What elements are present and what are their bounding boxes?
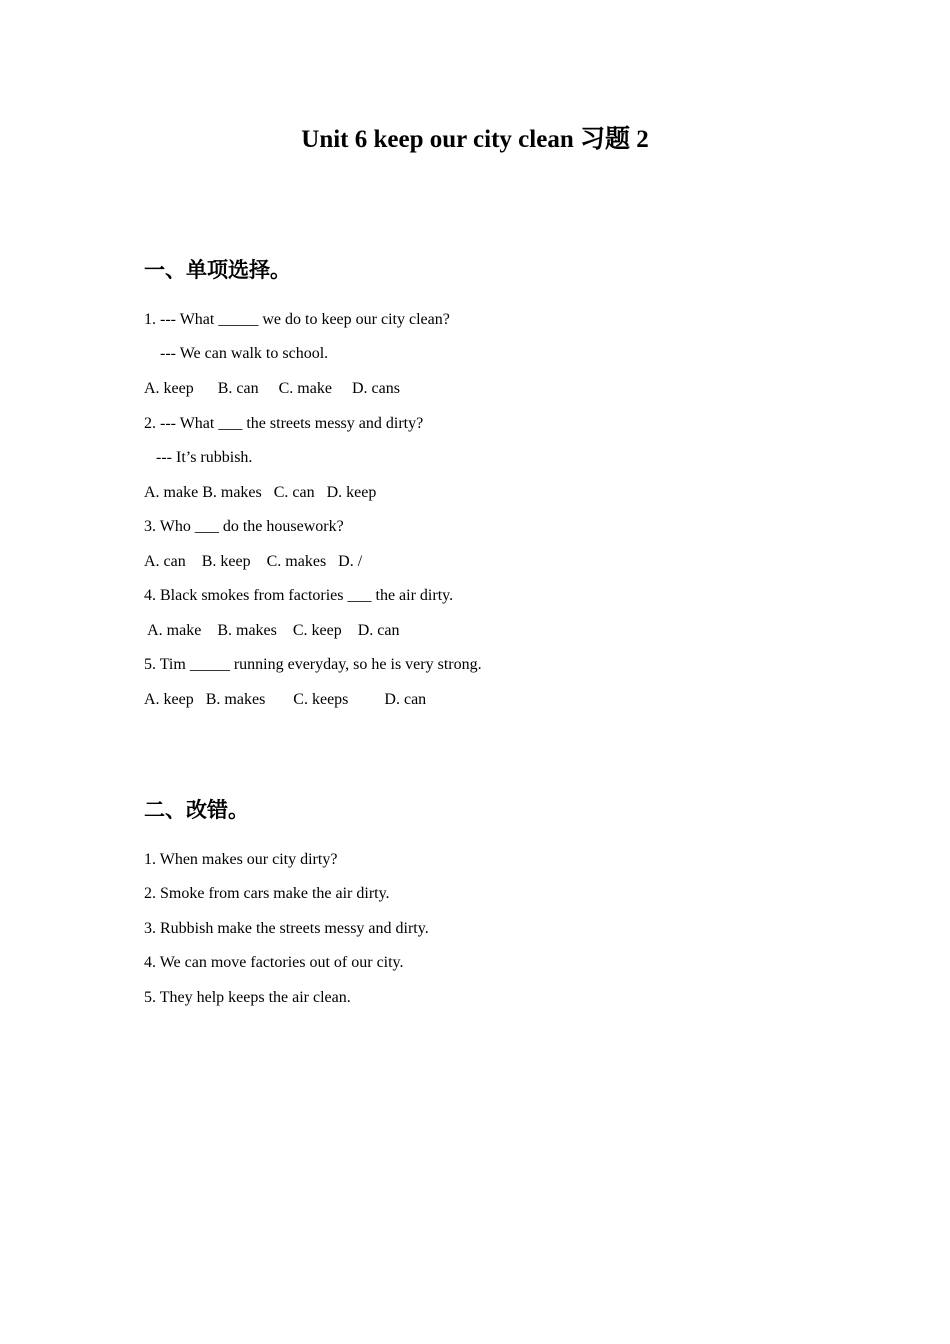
question-line: 1. --- What _____ we do to keep our city clean? <box>144 311 450 328</box>
section-heading-multiple-choice: 一、单项选择。 <box>144 258 291 282</box>
options-line: A. can B. keep C. makes D. / <box>144 553 363 570</box>
correction-line: 5. They help keeps the air clean. <box>144 989 351 1006</box>
page-title: Unit 6 keep our city clean 习题 2 <box>301 126 649 153</box>
question-line: 4. Black smokes from factories ___ the air dirty. <box>144 587 454 604</box>
question-line: 2. --- What ___ the streets messy and dirty? <box>144 415 424 432</box>
section-heading-error-correction: 二、改错。 <box>144 798 249 822</box>
question-line: --- It’s rubbish. <box>144 449 253 466</box>
options-line: A. keep B. makes C. keeps D. can <box>144 691 427 708</box>
options-line: A. keep B. can C. make D. cans <box>144 380 400 397</box>
question-line: 5. Tim _____ running everyday, so he is very strong. <box>144 656 482 673</box>
question-line: --- We can walk to school. <box>144 345 329 362</box>
correction-line: 2. Smoke from cars make the air dirty. <box>144 885 390 902</box>
options-line: A. make B. makes C. can D. keep <box>144 484 377 501</box>
correction-line: 4. We can move factories out of our city. <box>144 954 404 971</box>
options-line: A. make B. makes C. keep D. can <box>144 622 400 639</box>
question-line: 3. Who ___ do the housework? <box>144 518 344 535</box>
correction-line: 3. Rubbish make the streets messy and dirty. <box>144 920 429 937</box>
correction-line: 1. When makes our city dirty? <box>144 851 338 868</box>
